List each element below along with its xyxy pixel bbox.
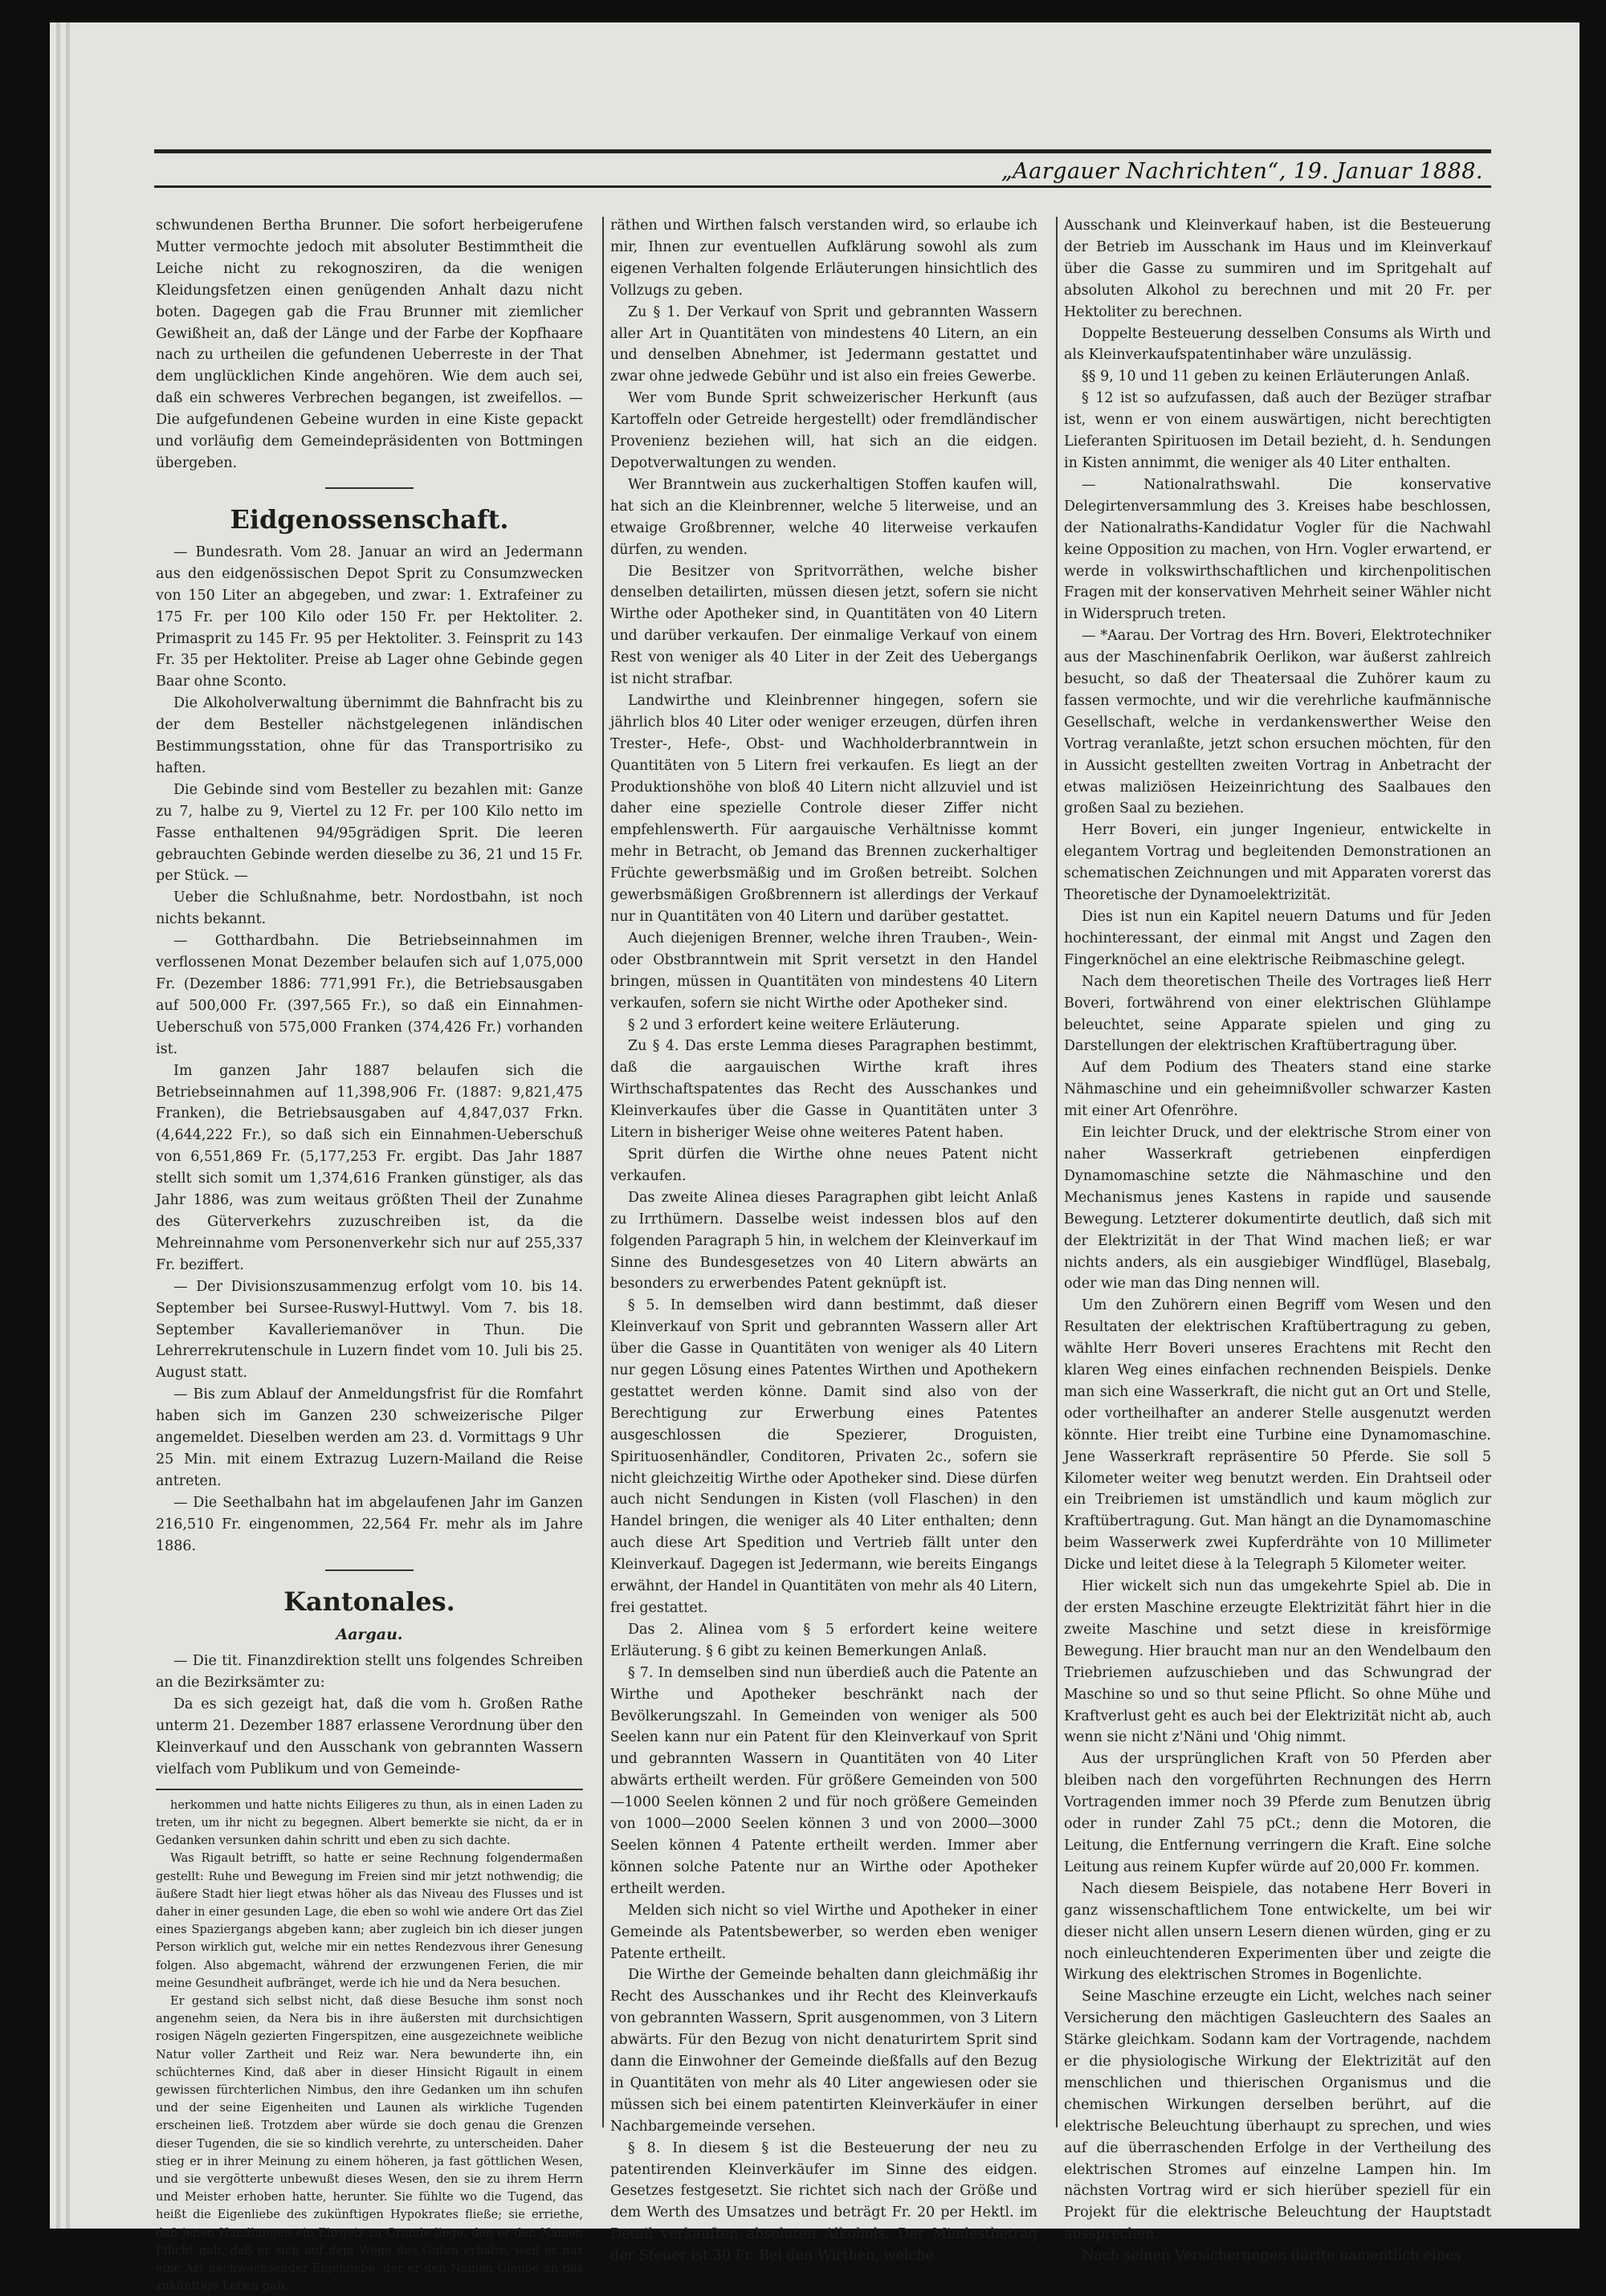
feuilleton-rule (156, 1789, 583, 1790)
paragraph: Nach seinen Versicherungen dürfte namentlich eines (1082, 2248, 1461, 2265)
page-header (154, 141, 1491, 188)
paragraph: Zu § 1. Der Verkauf von Sprit und gebrannten Wassern aller Art in Quantitäten von mindestens 40 Litern, an ein und denselben Abnehmer, ist Jedermann gestattet und zwar ohne jedwede Gebühr und ist also ein freies Gewerbe. (610, 303, 1037, 385)
paragraph: Herr Boveri, ein junger Ingenieur, entwickelte in elegantem Vortrag und begleitenden Demonstrationen an schematischen Zeichnungen und mit Apparaten vorerst das Theoretische der Dynamoelektrizität. (1064, 822, 1491, 904)
paragraph: Ueber die Schlußnahme, betr. Nordostbahn, ist noch nichts bekannt. (156, 889, 583, 928)
header-rule (154, 149, 1491, 153)
paragraph: Zu § 4. Das erste Lemma dieses Paragraphen bestimmt, daß die aargauischen Wirthe kraft ihres Wirthschaftspatentes das Recht des Ausschankes und Kleinverkaufes über die Gasse in Quantitäten unter 3 Litern in bisheriger Weise ohne weiteres Patent haben. (610, 1038, 1037, 1142)
paragraph: Die Wirthe der Gemeinde behalten dann gleichmäßig ihr Recht des Ausschankes und ihr Recht des Kleinverkaufs von gebrannten Wassern, Sprit ausgenommen, von 3 Litern abwärts. Für den Bezug von nicht denaturirtem Sprit sind dann die Einwohner der Gemeinde dießfalls auf den Bezug in Quantitäten von mehr als 40 Liter angewiesen oder sie müssen sich bei einem patentirten Kleinverkäufer in einer Nachbargemeinde versehen. (610, 1967, 1037, 2135)
paragraph: Auch diejenigen Brenner, welche ihren Trauben-, Wein- oder Obstbranntwein mit Sprit versetzt in den Handel bringen, müssen in Quantitäten von mindestens 40 Litern verkaufen, sofern sie nicht Wirthe oder Apotheker sind. (610, 930, 1037, 1012)
paragraph: § 12 ist so aufzufassen, daß auch der Bezüger strafbar ist, wenn er von einem auswärtigen, nicht berechtigten Lieferanten Spirituosen im Detail bezieht, d. h. Sendungen in Kisten annimmt, die weniger als 40 Liter enthalten. (1064, 390, 1491, 471)
feuilleton-paragraph: Er gestand sich selbst nicht, daß diese Besuche ihm sonst noch angenehm seien, da Nera bis in ihre äußersten mit durchsichtigen rosigen Nägeln gezierten Fingerspitzen, eine ausgezeichnete weibliche Natur voller Zartheit und Reiz war. Nera bewunderte ihn, ein schüchternes Kind, daß aber in dieser Hinsicht Rigault in einem gewissen fürchterlichen Nimbus, den ihre Gedanken um ihn schufen und der seine Eigenheiten und Launen als wirkliche Tugenden erscheinen ließ. Trotzdem aber würde sie doch genau die Grenzen dieser Tugenden, die sie so kindlich verehrte, zu unterscheiden. Daher stieg er in ihrer Meinung zu einem höheren, ja fast göttlichen Wesen, und sie vergötterte unbewußt dieses Wesen, den sie zu ihrem Herrn und Meister erhoben hatte, herunter. Sie fühlte wo die Tugend, das heißt die Eigenliebe des zukünftigen Hypokrates fließe; sie erriethe, daß jenen Handlungen ein Ehrgeiz zu Grunde liege, den er den Namen Pflicht gab, daß er sich auf dem Wege des Guten erhalte, weil er nur eine Art nachwachsender Eigenliebe, der er den Namen Glaube an das zukünftige Leben gab. (156, 1995, 583, 2294)
page-edge-strip (56, 22, 60, 2229)
paragraph: § 5. In demselben wird dann bestimmt, daß dieser Kleinverkauf von Sprit und gebrannten Wassern aller Art über die Gasse in Quantitäten von weniger als 40 Litern nur gegen Lösung eines Patentes Wirthen und Apothekern gestattet werden könne. Damit sind also von der Berechtigung zur Erwerbung eines Patentes ausgeschlossen die Spezierer, Droguisten, Spirituosenhändler, Conditoren, Privaten 2c., sofern sie nicht gleichzeitig Wirthe oder Apotheker sind. Diese dürfen auch nicht Sendungen in Kisten (voll Flaschen) in den Handel bringen, die weniger als 40 Liter enthalten; denn auch diese Art Spedition und Vertrieb fällt unter den Kleinverkauf. Dagegen ist Jedermann, wie bereits Eingangs erwähnt, der Handel in Quantitäten von mehr als 40 Litern, frei gestattet. (610, 1297, 1037, 1616)
paragraph: Landwirthe und Kleinbrenner hingegen, sofern sie jährlich blos 40 Liter oder weniger erzeugen, dürfen ihren Trester-, Hefe-, Obst- und Wachholderbranntwein in Quantitäten von 5 Litern frei verkaufen. Es liegt an der Produktionshöhe von bloß 40 Litern nicht allzuviel und ist daher eine spezielle Controle dieser Ziffer nicht empfehlenswerth. Für aargauische Verhältnisse kommt mehr in Betracht, ob Jemand das Brennen zuckerhaltiger Früchte gewerbsmäßig und im Großen betreibt. Solchen gewerbsmäßigen Großbrennern ist allerdings der Verkauf nur in Quantitäten von 40 Litern und darüber gestattet. (610, 692, 1037, 925)
paragraph: § 8. In diesem § ist die Besteuerung der neu zu patentirenden Kleinverkäufer im Sinne des eidgen. Gesetzes festgesetzt. Sie richtet sich nach der Größe und dem Werth des Umsatzes und beträgt Fr. 20 per Hektl. im Detail verkauften absoluten Alkohols. Der Mindestbetrag der Steuer ist 30 Fr. Bei den Wirthen, welche (610, 2139, 1037, 2265)
paragraph: §§ 9, 10 und 11 geben zu keinen Erläuterungen Anlaß. (1082, 368, 1470, 385)
paragraph: Melden sich nicht so viel Wirthe und Apotheker in einer Gemeinde als Patentsbewerber, so werden eben weniger Patente ertheilt. (610, 1902, 1037, 1962)
paragraph: — Die tit. Finanzdirektion stellt uns folgendes Schreiben an die Bezirksämter zu: (156, 1653, 583, 1691)
paragraph: räthen und Wirthen falsch verstanden wird, so erlaube ich mir, Ihnen zur eventuellen Aufklärung sowohl als zum eigenen Verhalten folgende Erläuterungen hinsichtlich des Vollzugs zu geben. (610, 218, 1037, 299)
column-3 (1064, 215, 1491, 2267)
column-2 (610, 215, 1037, 2267)
column-1 (156, 215, 583, 2296)
paragraph: § 7. In demselben sind nun überdieß auch die Patente an Wirthe und Apotheker beschränkt nach der Bevölkerungszahl. In Gemeinden von weniger als 500 Seelen kann nur ein Patent für den Kleinverkauf von Sprit und gebrannten Wassern in Quantitäten von 40 Liter abwärts ertheilt werden. Für größere Gemeinden von 500—1000 Seelen können 2 und für noch größere Gemeinden von 1000—2000 Seelen können 3 und von 2000—3000 Seelen können 4 Patente ertheilt werden. Immer aber können solche Patente nur an Wirthe oder Apotheker ertheilt werden. (610, 1664, 1037, 1897)
paragraph: Seine Maschine erzeugte ein Licht, welches nach seiner Versicherung den mächtigen Gasleuchtern des Saales an Stärke gleichkam. Sodann kam der Vortragende, nachdem er die physiologische Wirkung der Elektrizität auf den menschlichen und thierischen Organismus und die chemischen Wirkungen derselben berührt, auf die elektrische Beleuchtung überhaupt zu sprechen, und wies auf die überraschenden Erfolge in der Vertheilung des elektrischen Stromes auf einzelne Lampen hin. Im nächsten Vortrag wird er sich hierüber speziell für ein Projekt für die elektrische Beleuchtung der Hauptstadt aussprechen. (1064, 1989, 1491, 2243)
paragraph: — Bundesrath. Vom 28. Januar an wird an Jedermann aus den eidgenössischen Depot Sprit zu Consumzwecken von 150 Liter an abgegeben, und zwar: 1. Extrafeiner zu 175 Fr. per 100 Kilo oder 150 Fr. per Hektoliter. 2. Primasprit zu 145 Fr. 95 per Hektoliter. 3. Feinsprit zu 143 Fr. 35 per Hektoliter. Preise ab Lager ohne Gebinde gegen Baar ohne Sconto. (156, 543, 583, 690)
paragraph: Aus der ursprünglichen Kraft von 50 Pferden aber bleiben nach den vorgeführten Rechnungen des Herrn Vortragenden immer noch 39 Pferde zum Benutzen übrig oder in runder Zahl 75 pCt.; denn die Motoren, die Leitung, die Entfernung verringern die Kraft. Eine solche Leitung aus reinem Kupfer würde auf 20,000 Fr. kommen. (1064, 1751, 1491, 1875)
column-divider (602, 217, 604, 2127)
paragraph: Ein leichter Druck, und der elektrische Strom einer von naher Wasserkraft getriebenen einpferdigen Dynamomaschine setzte die Nähmaschine und den Mechanismus jenes Kastens in rapide und sausende Bewegung. Letzterer dokumentirte deutlich, daß sich mit der Elektrizität in der That Wind machen ließ; er war nichts anders, als ein ausgiebiger Windflügel, Blasebalg, oder wie man das Ding nennen will. (1064, 1125, 1491, 1293)
paragraph: Hier wickelt sich nun das umgekehrte Spiel ab. Die in der ersten Maschine erzeugte Elektrizität fährt hier in die zweite Maschine und setzt diese in kreisförmige Bewegung. Hier braucht man nur an den Wendelbaum den Triebriemen aufzuschieben und das Schwungrad der Maschine so und so thut seine Pflicht. So ohne Mühe und Kraftverlust geht es auch bei der Elektrizität nicht ab, auch wenn sie nicht z'Näni und 'Ohig nimmt. (1064, 1578, 1491, 1746)
paragraph: Doppelte Besteuerung desselben Consums als Wirth und als Kleinverkaufspatentinhaber wäre unzulässig. (1064, 325, 1491, 364)
paragraph: Ausschank und Kleinverkauf haben, ist die Besteuerung der Betrieb im Ausschank im Haus und im Kleinverkauf über die Gasse zu summiren und im Spritgehalt auf absoluten Alkohol zu berechnen und mit 20 Fr. per Hektoliter zu berechnen. (1064, 218, 1491, 320)
column-divider (1056, 217, 1058, 2127)
masthead: „Aargauer Nachrichten“, 19. Januar 1888. (1001, 159, 1483, 184)
paragraph: Da es sich gezeigt hat, daß die vom h. Großen Rathe unterm 21. Dezember 1887 erlassene Verordnung über den Kleinverkauf und den Ausschank von gebrannten Wassern vielfach vom Publikum und von Gemeinde- (156, 1696, 583, 1777)
paragraph: Sprit dürfen die Wirthe ohne neues Patent nicht verkaufen. (610, 1146, 1037, 1184)
paragraph: § 2 und 3 erfordert keine weitere Erläuterung. (628, 1016, 960, 1033)
paragraph: Im ganzen Jahr 1887 belaufen sich die Betriebseinnahmen auf 11,398,906 Fr. (1887: 9,821,475 Franken), die Betriebsausgaben auf 4,847,037 Frkn. (4,644,222 Fr.), so daß sich ein Einnahmen-Ueberschuß von 6,551,869 Fr. (5,177,253 Fr. ergibt. Das Jahr 1887 stellt sich somit um 1,374,616 Franken günstiger, als das Jahr 1886, was zum weitaus größten Theil der Zunahme des Güterverkehrs zuzuschreiben ist, da die Mehreinnahme vom Personenverkehr sich nur auf 255,337 Fr. beziffert. (156, 1062, 583, 1273)
paragraph: Nach dem theoretischen Theile des Vortrages ließ Herr Boveri, fortwährend von einer elektrischen Glühlampe beleuchtet, seine Apparate spielen und ging zu Darstellungen der elektrischen Kraftübertragung über. (1064, 973, 1491, 1055)
paragraph: Wer Branntwein aus zuckerhaltigen Stoffen kaufen will, hat sich an die Kleinbrenner, welche 5 literweise, und an etwaige Großbrenner, welche 40 literweise verkaufen dürfen, zu wenden. (610, 476, 1037, 558)
paragraph: — Die Seethalbahn hat im abgelaufenen Jahr im Ganzen 216,510 Fr. eingenommen, 22,564 Fr. mehr als im Jahre 1886. (156, 1494, 583, 1554)
paragraph: Auf dem Podium des Theaters stand eine starke Nähmaschine und ein geheimnißvoller schwarzer Kasten mit einer Art Ofenröhre. (1064, 1060, 1491, 1120)
article-text: schwundenen Bertha Brunner. Die sofort herbeigerufene Mutter vermochte jedoch mit absoluter Bestimmtheit die Leiche nicht zu rekognosziren, da die wenigen Kleidungsfetzen einen genügenden Anhalt dazu nicht boten. Dagegen gab die Frau Brunner mit ziemlicher Gewißheit an, daß der Länge und der Farbe der Kopfhaare nach zu urtheilen die gefundenen Ueberreste in der That dem unglücklichen Kinde angehören. Wie dem auch sei, daß ein schweres Verbrechen begangen, ist zweifellos. — Die aufgefundenen Gebeine wurden in eine Kiste gepackt und vorläufig dem Gemeindepräsidenten von Bottmingen übergeben. (156, 218, 583, 471)
paragraph: Die Besitzer von Spritvorräthen, welche bisher denselben detailirten, müssen diesen jetzt, sofern sie nicht Wirthe oder Apotheker sind, in Quantitäten von 40 Litern und darüber verkaufen. Der einmalige Verkauf von einem Rest von weniger als 40 Liter in der Zeit des Uebergangs ist nicht strafbar. (610, 563, 1037, 688)
paragraph: Nach diesem Beispiele, das notabene Herr Boveri in ganz wissenschaftlichem Tone entwickelte, um bei wir dieser nicht allen unsern Lesern dienen würden, ging er zu noch einleuchtenderen Experimenten über und zeigte die Wirkung des elektrischen Stromes in Bogenlichte. (1064, 1880, 1491, 1984)
header-rule (154, 185, 1491, 188)
paragraph: — Nationalrathswahl. Die konservative Delegirtenversammlung des 3. Kreises habe beschlossen, der Nationalraths-Kandidatur Vogler für die Nachwahl keine Opposition zu machen, von Hrn. Vogler erwartend, er werde in volkswirthschaftlichen und kirchenpolitischen Fragen mit der konservativen Mehrheit seiner Wähler nicht in Widerspruch treten. (1064, 476, 1491, 623)
paragraph: — Gotthardbahn. Die Betriebseinnahmen im verflossenen Monat Dezember belaufen sich auf 1,075,000 Fr. (Dezember 1886: 771,991 Fr.), die Betriebsausgaben auf 500,000 Fr. (397,565 Fr.), so daß ein Einnahmen-Ueberschuß von 575,000 Franken (374,426 Fr.) vorhanden ist. (156, 933, 583, 1057)
separator (325, 1569, 414, 1571)
paragraph: Die Gebinde sind vom Besteller zu bezahlen mit: Ganze zu 7, halbe zu 9, Viertel zu 12 Fr. per 100 Kilo netto im Fasse enthaltenen 94/95grädigen Sprit. Die leeren gebrauchten Gebinde werden dieselbe zu 36, 21 und 15 Fr. per Stück. — (156, 781, 583, 885)
section-subtitle: Aargau. (336, 1626, 403, 1644)
paragraph: Das zweite Alinea dieses Paragraphen gibt leicht Anlaß zu Irrthümern. Dasselbe weist indessen blos auf den folgenden Paragraph 5 hin, in welchem der Kleinverkauf im Sinne des Bundesgesetzes von 40 Litern abwärts an besonders zu erwerbendes Patent geknüpft ist. (610, 1189, 1037, 1293)
feuilleton-paragraph: Was Rigault betrifft, so hatte er seine Rechnung folgendermaßen gestellt: Ruhe und Bewegung im Freien sind mir jetzt nothwendig; die äußere Stadt hier liegt etwas höher als das Niveau des Flusses und ist daher in einer gesunden Lage, die eben so wohl wie andere Ort das Ziel eines Spaziergangs abgeben kann; aber zugleich bin ich dieser jungen Person wirklich gut, welche mir ein nettes Rendezvous ihrer Genesung folgen. Also abgemacht, während der erzwungenen Ferien, die mir meine Gesundheit aufbränget, werde ich hie und da Nera besuchen. (156, 1852, 583, 1990)
feuilleton (156, 1797, 583, 2296)
paragraph: Die Alkoholverwaltung übernimmt die Bahnfracht bis zu der dem Besteller nächstgelegenen inländischen Bestimmungsstation, ohne für das Transportrisiko zu haften. (156, 695, 583, 776)
paragraph: Das 2. Alinea vom § 5 erfordert keine weitere Erläuterung. § 6 gibt zu keinen Bemerkungen Anlaß. (610, 1621, 1037, 1659)
paragraph: — *Aarau. Der Vortrag des Hrn. Boveri, Elektrotechniker aus der Maschinenfabrik Oerlikon, war äußerst zahlreich besucht, so daß der Theatersaal die Zuhörer kaum zu fassen vermochte, und wir die verehrliche kaufmännische Gesellschaft, welche in verdankenswerther Weise den Vortrag veranlaßte, jetzt schon ersuchen möchten, für den in Aussicht gestellten zweiten Vortrag in Anbetracht der etwas maliziösen Heizeinrichtung des Saalbaues den großen Saal zu beziehen. (1064, 628, 1491, 817)
paragraph: Dies ist nun ein Kapitel neuern Datums und für Jeden hochinteressant, der einmal mit Angst und Zagen den Fingerknöchel an eine elektrische Reibmaschine gelegt. (1064, 909, 1491, 968)
section-title: Eidgenossenschaft. (230, 503, 509, 535)
section-title: Kantonales. (283, 1586, 455, 1618)
paragraph: Um den Zuhörern einen Begriff vom Wesen und den Resultaten der elektrischen Kraftübertragung zu geben, wählte Herr Boveri unseres Erachtens mit Recht den klaren Weg eines einfachen rechnenden Beispiels. Denke man sich eine Wasserkraft, die nicht gut an Ort und Stelle, oder vortheilhafter an anderer Stelle ausgenutzt werden könnte. Hier treibt eine Turbine eine Dynamomaschine. Jene Wasserkraft repräsentire 50 Pferde. Sie soll 5 Kilometer weiter weg benutzt werden. Ein Drahtseil oder ein Treibriemen ist umständlich und kaum möglich zur Kraftübertragung. Gut. Man hängt an die Dynamomaschine beim Wasserwerk zwei Kupferdrähte von 10 Millimeter Dicke und leitet diese à la Telegraph 5 Kilometer weiter. (1064, 1297, 1491, 1573)
paragraph: Wer vom Bunde Sprit schweizerischer Herkunft (aus Kartoffeln oder Getreide hergestellt) oder fremdländischer Provenienz beziehen will, hat sich an die eidgen. Depotverwaltungen zu wenden. (610, 390, 1037, 471)
feuilleton-paragraph: herkommen und hatte nichts Eiligeres zu thun, als in einen Laden zu treten, um ihr nicht zu begegnen. Albert bemerkte sie nicht, da er in Gedanken versunken dahin schritt und eben zu sich dachte. (156, 1798, 583, 1848)
paragraph: — Bis zum Ablauf der Anmeldungsfrist für die Romfahrt haben sich im Ganzen 230 schweizerische Pilger angemeldet. Dieselben werden am 23. d. Vormittags 9 Uhr 25 Min. mit einem Extrazug Luzern-Mailand die Reise antreten. (156, 1386, 583, 1489)
separator (325, 487, 414, 489)
paragraph: — Der Divisionszusammenzug erfolgt vom 10. bis 14. September bei Sursee-Ruswyl-Huttwyl. Vom 7. bis 18. September Kavalleriemanöver in Thun. Die Lehrerrekrutenschule in Luzern findet vom 10. Juli bis 25. August statt. (156, 1278, 583, 1382)
page-edge-strip (66, 22, 70, 2229)
